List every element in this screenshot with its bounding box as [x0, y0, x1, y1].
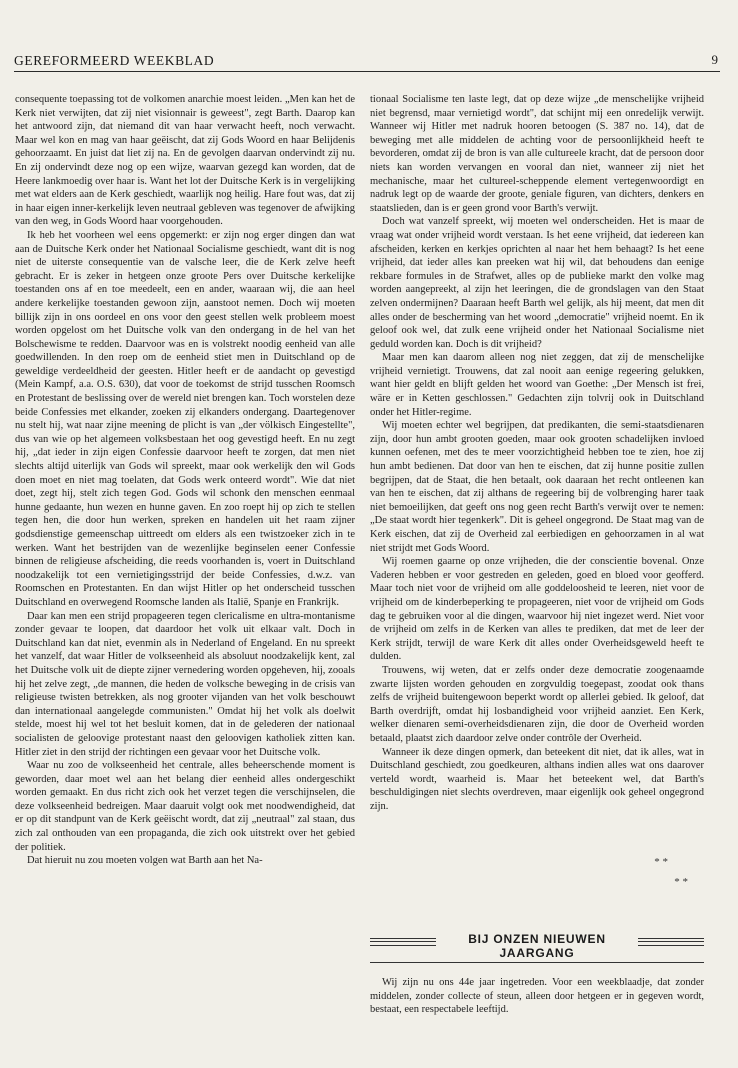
article-paragraph: Ik heb het voorheen wel eens opgemerkt: er zijn nog erger dingen dan wat aan de Duitsche Kerk onder het Nationaal Socialisme geschiedt, want dit is nog niet de uiterste consequentie van de valsche leer, die de Kerk zelve heeft gebracht. Er is zeker in hetgeen onze groote Pers over Duitsche kerkelijke toestanden ons af en toe meedeelt, een en ander, waaraan wij, die aan heel andere kerkelijke toestanden gewoon zijn, aanstoot nemen. Doch wij moeten billijk zijn in ons oordeel en ons voor den geest stellen welk probleem moest worden opgelost om het Duitsche volk van den ondergang in de hel van het Bolschewisme te redden. Daarvoor was en is volstrekt noodig eenheid van alle goedwillenden. In den roep om de eenheid stiet men in Duitschland op de geweldige verdeeldheid der geesten. Hitler heeft er de aandacht op gevestigd (Mein Kampf, a.a. O.S. 630), dat voor de toekomst de strijd tusschen Roomsch en Protestant de beslissing over de wereld niet brengen kan. Toch worstelen deze beide Confessies met elkander, zoeken zij elkanders ondergang. Daartegenover nu stelt hij, wat naar zijne meening de plicht is van „der völkisch Eingestellte", dus van wie op het algemeen volksbestaan het oog gevestigd heeft. En nu zegt hij, „dat ieder in zijn eigen Confessie daarvoor heeft te zorgen, dat men niet slechts altijd uiterlijk van Gods wil spreekt, maar ook werkelijk den wil Gods doen moet en niet mag toelaten, dat Gods werk onteerd wordt". Wie dat niet doet, zegt hij, stelt zich tegen God. Gods wil schonk den menschen eenmaal hunne gedaante, hun wezen en hunne gaven. En zoo roept hij op zich te stellen tegen hen, die door hun werken, spreken en handelen uit het raam zijner godsdienstige gemeenschap uittreedt om elders als een twistzoeker zich in te werken. Want het bestrijden van de wezenlijke beginselen eener Confessie binnen de religieuse afscheiding, die reeds voorhanden is, voert in Duitschland noodzakelijk tot een vernietigingsstrijd der beide Confessies, d.w.z. van Roomschen en Protestanten. En dan wijst Hitler op het onderscheid tusschen Duitschland en overwegend Roomsche landen als Italië, Spanje en Frankrijk. [15, 229, 355, 608]
article-paragraph: Trouwens, wij weten, dat er zelfs onder deze democratie zoogenaamde zwarte lijsten worden gehouden en zorgvuldig toegepast, zoodat ook thans zelfs de vrijheid buitengewoon beperkt wordt op allerlei gebied. Ik geloof, dat Barth overdrijft, omdat hij losbandigheid voor vrijheid aanziet. Een Kerk, welker dienaren semi-overheidsdienaren zijn, die door de Overheid worden betaald, plaatst zich daardoor zelve onder contrôle der Overheid. [370, 664, 704, 744]
section-body [370, 976, 704, 1017]
section-headline: BIJ ONZEN NIEUWEN JAARGANG [468, 932, 606, 960]
article-paragraph: Wanneer ik deze dingen opmerk, dan beteekent dit niet, dat ik alles, wat in Duitschland geschiedt, zou goedkeuren, althans indien alles wat ons daarover verteld wordt, waarheid is. Maar het beteekent wel, dat Barth's beschuldigingen niet slechts overdreven, maar eigenlijk ook geheel ongegrond zijn. [370, 746, 704, 812]
headline-rule-bottom [370, 962, 704, 963]
article-paragraph: Wij moeten echter wel begrijpen, dat predikanten, die semi-staatsdienaren zijn, door hun ambt grooten goeden, maar ook grooten schadelijken invloed kunnen oefenen, met des te meer voorzichtigheid hebben toe te zien, hoe zij hun ambt bedienen. Dat door van hen te eischen, dat zij hunne positie zullen begrijpen, dat de Staat, die hen betaalt, ook daaraan het recht ontleenen kan van hen te eischen, dat zij althans de regeering bij de volbrenging harer taak niet bemoeilijken, dat geeft ons nog geen recht Barth's verwijt over te nemen: „De staat wordt hier tegenkerk". Dit is geheel ongegrond. De Staat mag van de Kerk eischen, dat zij de Overheid zal eerbiedigen en gehoorzamen in al wat niet strijdt met Gods Woord. [370, 420, 704, 554]
article-paragraph: Waar nu zoo de volkseenheid het centrale, alles beheerschende moment is geworden, daar moet wel aan het belang dier eenheid alles ondergeschikt worden gemaakt. En dus richt zich ook het verzet tegen die verschijnselen, die deze volkseenheid bedreigen. Maar daaruit volgt ook met noodwendigheid, dat er op dit standpunt van de Kerk geëischt wordt, dat zij „neutraal" zal staan, dus zich zal onthouden van een propaganda, die zich ook uitstrekt over het gebied der politiek. [15, 760, 355, 853]
headline-rule-right [638, 938, 704, 946]
header-rule [14, 71, 720, 72]
page-header [14, 51, 720, 73]
publication-title: GEREFORMEERD WEEKBLAD [14, 53, 215, 68]
article-paragraph: Daar kan men een strijd propageeren tegen clericalisme en ultra-montanisme zonder gevaar te loopen, dat daardoor het volk uit elkaar valt. Doch in Duitschland kan dat niet, evenmin als in Nederland of Engeland. En nu spreekt het vanzelf, dat waar Hitler de volkseenheid als absoluut noodzakelijk kent, zal het Duitsche volk uit de diepte zijner vernedering worden opgeheven, hij, zooals hij het zelve zegt, „de mannen, die heden de volksche beweging in de crisis van religieuse twisten betrekken, als nog grooter vijanden van het volk beschouwt dan internationaal aangelegde communisten." Omdat hij het volk als doelwit stelde, moest hij wel tot het besluit komen, dat in de gelederen der nationaal socialisten de geloovige protestant naast den geloovigen katholiek zitten kan. Hitler ziet in den strijd der richtingen een gevaar voor het Duitsche volk. [15, 610, 355, 758]
article-paragraph: Maar men kan daarom alleen nog niet zeggen, dat zij de menschelijke vrijheid vernietigt. Trouwens, dat zal nooit aan eenige regeering gelukken, want hier geldt en blijft gelden het woord van Goethe: „Der Mensch ist frei, wäre er in Ketten geschlossen." Gedachten zijn tolvrij ook in Duitschland onder het Hitler-regime. [370, 352, 704, 418]
page-number: 9 [711, 52, 718, 67]
left-column [15, 93, 355, 868]
article-paragraph: tionaal Socialisme ten laste legt, dat op deze wijze „de menschelijke vrijheid niet begrensd, maar vernietigd wordt", dat schijnt mij een onredelijk verwijt. Wanneer wij Hitler met nadruk hooren betoogen (S. 387 no. 14), dat de beweging met alle middelen de achting voor de persoonlijkheid heeft te bevorderen, omdat zij de bron is van alle cultureele kracht, dat de persoon door niets kan worden vervangen en vooral dan niet, wanneer zij niet het mechanische, maar het cultureel-scheppende element vertegenwoordigt en nadruk legt op de waarde der groote, geniale figuren, van dichters, denkers en staatslieden, dan is er geen grond voor Barth's verwijt. [370, 94, 704, 214]
section-separator-stars: * * [674, 876, 688, 888]
article-paragraph: consequente toepassing tot de volkomen anarchie moest leiden. „Men kan het de Kerk niet verwijten, dat zij niet visionnair is geweest", zegt Barth. Daarop kan het antwoord zijn, dat niemand dit van haar verwacht heeft, noch verwacht. Maar wel kon en mag van haar geëischt, dat zij Gods Woord en haar Belijdenis gehoorzaamt. En juist dat liet zij na. En de gevolgen daarvan ondervindt zij nu. En zij ondervindt deze nog op een wijze, waarvan gezegd kan worden, dat de Heere lankmoedig over haar is. Want het lot der Duitsche Kerk is in vergelijking met wat elders aan de Kerk geschiedt, waarlijk nog heilig. Hare fout was, dat zij in haar eigen inner-kerkelijk leven neutraal gebleven was tegenover de afwijking van den weg, in Gods Woord haar voorgehouden. [15, 94, 355, 228]
headline-rule-left [370, 938, 436, 946]
right-column [370, 93, 704, 813]
article-paragraph: Wij roemen gaarne op onze vrijheden, die der conscientie bovenal. Onze Vaderen hebben er voor gestreden en geleden, goed en bloed voor geofferd. Maar toch niet voor de vrijheid om alle goddeloosheid te leeren, niet voor de vrijheid om de kinderbeperking te propageeren, niet voor de vrijheid om Gods dag te gebruiken voor al die dingen, waarvoor hij niet ingezet werd. Niet voor de vrijheid om zelfs in de Kerken van alles te prediken, dat met de leer der Kerk strijdt, terwijl de ware Kerk dit alles onder Overheidsgeweld heeft te dulden. [370, 556, 704, 663]
section-paragraph: Wij zijn nu ons 44e jaar ingetreden. Voor een weekblaadje, dat zonder middelen, zonder collecte of steun, alleen door hetgeen er in gegeven wordt, bestaat, een respectabele leeftijd. [370, 977, 704, 1016]
section-headline-block [370, 916, 704, 966]
section-separator-stars: * * [654, 856, 668, 868]
article-paragraph: Dat hieruit nu zou moeten volgen wat Barth aan het Na- [27, 855, 263, 867]
article-paragraph: Doch wat vanzelf spreekt, wij moeten wel onderscheiden. Het is maar de vraag wat onder vrijheid wordt verstaan. Is het eene vrijheid, dat iedereen kan afscheiden, kerken en kerkjes oprichten al naar het hem behaagt? Is het eene vrijheid, dat ieder alles kan preeken wat hij wil, dat behoudens dan eenige rekbare formules in de Strafwet, alles op de publieke markt den volke mag worden aangepreekt, al zijn het leeringen, die de grondslagen van den Staat zelven ondermijnen? Daaraan heeft Barth wel gelijk, als hij meent, dat men dit alles onder de bescherming van het woord „democratie" vrijheid noemt. En ik geloof ook wel, dat zulk eene vrijheid onder het Nationaal Socialisme niet geduld worden kan. Doch is dit vrijheid? [370, 216, 704, 350]
